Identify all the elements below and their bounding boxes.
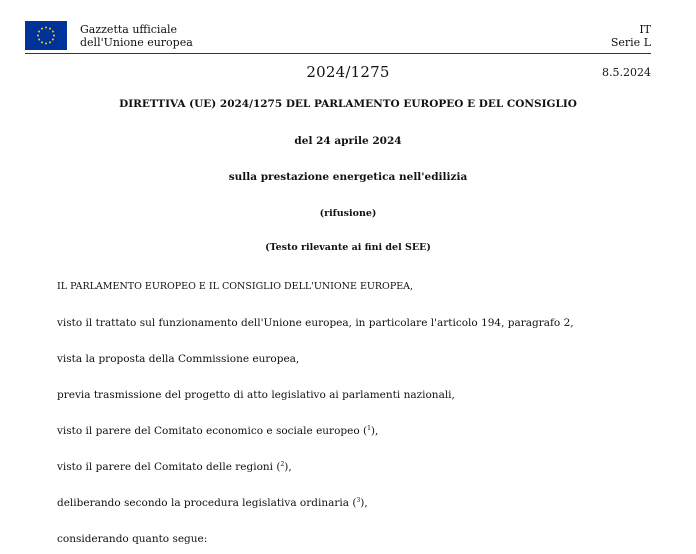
citation-esc-end: ), [370, 425, 379, 437]
citation-cor-end: ), [284, 461, 292, 473]
header-divider [25, 53, 651, 54]
recitals-intro: considerando quanto segue: [57, 533, 208, 545]
citation-esc-text: visto il parere del Comitato economico e sociale europeo ( [57, 425, 368, 437]
recast-note: (rifusione) [319, 208, 377, 219]
citation-cor-opinion [57, 461, 292, 473]
citation-treaty: visto il trattato sul funzionamento dell'Unione europea, in particolare l'articolo 194, paragrafo 2, [57, 317, 574, 329]
citation-transmission: previa trasmissione del progetto di atto legislativo ai parlamenti nazionali, [57, 389, 455, 401]
footnote-ref-3[interactable]: 3 [356, 497, 361, 504]
citation-proposal: vista la proposta della Commissione europea, [57, 353, 300, 365]
directive-subject: sulla prestazione energetica nell'edilizia [228, 171, 468, 183]
footnote-ref-2[interactable]: 2 [280, 461, 285, 468]
document-number: 2024/1275 [306, 63, 390, 81]
eea-relevance: (Testo rilevante ai fini del SEE) [265, 242, 431, 253]
publication-name [80, 23, 193, 49]
citation-procedure [57, 497, 368, 509]
directive-date: del 24 aprile 2024 [294, 135, 402, 147]
footnote-ref-1[interactable]: 1 [367, 425, 371, 432]
language-series [611, 23, 651, 49]
publication-line-2: dell'Unione europea [80, 36, 193, 49]
publication-date: 8.5.2024 [602, 66, 651, 79]
directive-title: DIRETTIVA (UE) 2024/1275 DEL PARLAMENTO EUROPEO E DEL CONSIGLIO [119, 98, 577, 110]
language-code: IT [639, 23, 651, 36]
preamble-heading: IL PARLAMENTO EUROPEO E IL CONSIGLIO DELL'UNIONE EUROPEA, [57, 281, 414, 292]
citation-procedure-text: deliberando secondo la procedura legislativa ordinaria ( [57, 497, 357, 509]
citation-cor-text: visto il parere del Comitato delle regioni ( [57, 461, 281, 473]
eu-flag-icon [25, 21, 67, 50]
publication-line-1: Gazzetta ufficiale [80, 23, 178, 36]
citation-esc-opinion [57, 425, 378, 437]
citation-procedure-end: ), [360, 497, 368, 509]
series-label: Serie L [610, 36, 651, 49]
